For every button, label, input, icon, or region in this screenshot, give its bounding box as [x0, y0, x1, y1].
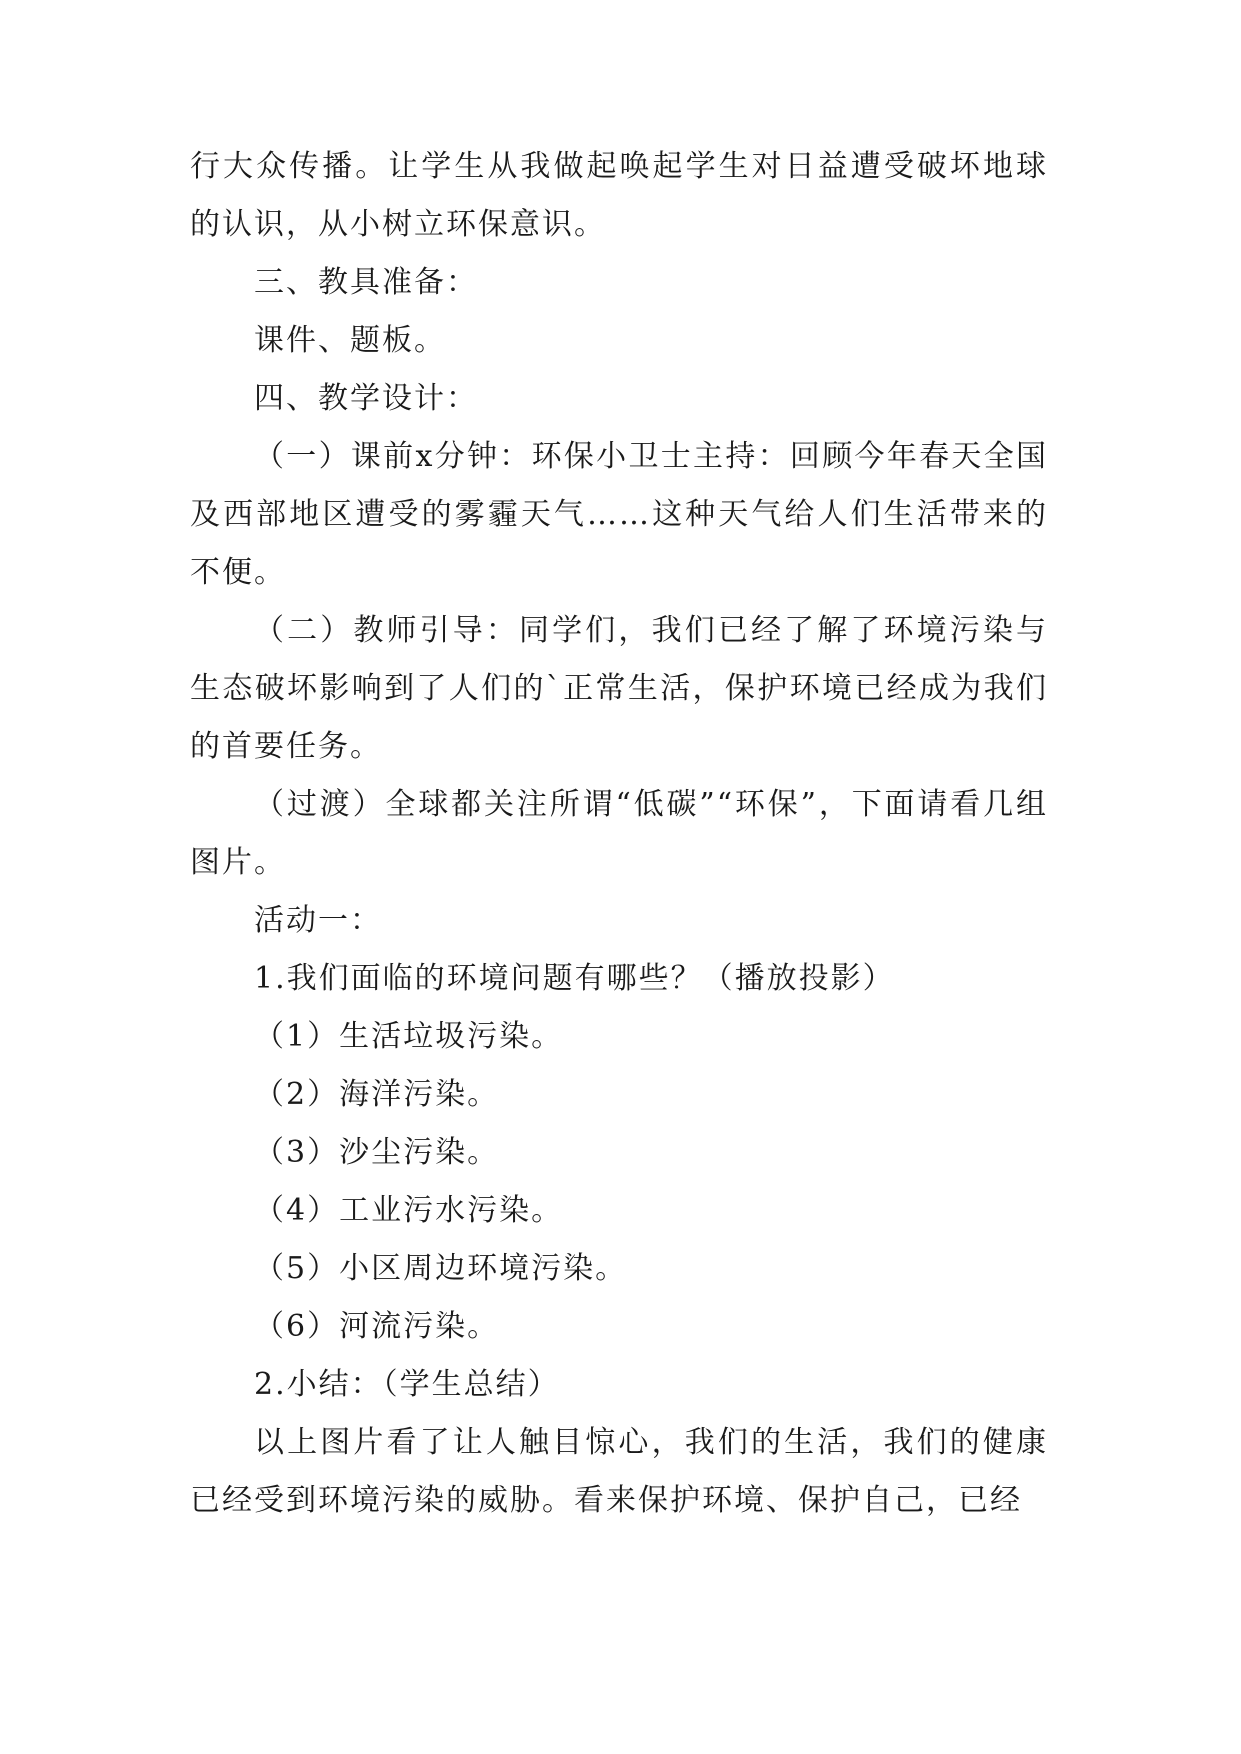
list-item-question: 1.我们面临的环境问题有哪些？（播放投影） [254, 961, 895, 996]
list-item-summary: 2.小结：（学生总结） [254, 1367, 560, 1402]
list-item-1: （1）生活垃圾污染。 [254, 1019, 564, 1054]
paragraph-transition: （过渡）全球都关注所谓“低碳”“环保”，下面请看几组图片。 [190, 787, 1048, 880]
heading-teaching-design: 四、教学设计： [254, 381, 478, 416]
list-item-5: （5）小区周边环境污染。 [254, 1251, 628, 1286]
list-item-4: （4）工业污水污染。 [254, 1193, 564, 1228]
heading-activity-one: 活动一： [254, 903, 382, 938]
paragraph-teaching-tools: 课件、题板。 [254, 323, 446, 358]
list-item-2: （2）海洋污染。 [254, 1077, 500, 1112]
paragraph-conclusion: 以上图片看了让人触目惊心，我们的生活，我们的健康已经受到环境污染的威胁。看来保护环境、保护自己，已经 [190, 1425, 1048, 1518]
paragraph-intro-continuation: 行大众传播。让学生从我做起唤起学生对日益遭受破坏地球的认识，从小树立环保意识。 [190, 149, 1048, 242]
paragraph-design-part-1: （一）课前x分钟：环保小卫士主持：回顾今年春天全国及西部地区遭受的雾霾天气……这种天气给人们生活带来的不便。 [190, 439, 1048, 590]
heading-teaching-tools: 三、教具准备： [254, 265, 478, 300]
list-item-3: （3）沙尘污染。 [254, 1135, 500, 1170]
list-item-6: （6）河流污染。 [254, 1309, 500, 1344]
paragraph-design-part-2: （二）教师引导：同学们，我们已经了解了环境污染与生态破坏影响到了人们的`正常生活，保护环境已经成为我们的首要任务。 [190, 613, 1048, 764]
